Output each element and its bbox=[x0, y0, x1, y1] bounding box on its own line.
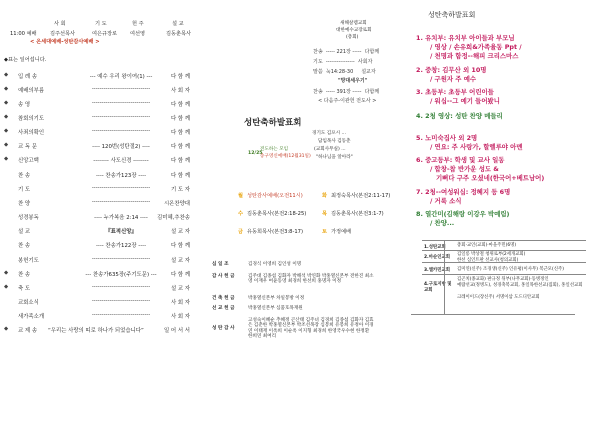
row-leader: 설 교 자 bbox=[170, 258, 190, 264]
worship-order-panel bbox=[0, 0, 200, 424]
row-leader: 다 함 께 bbox=[170, 116, 190, 122]
worship-row bbox=[4, 298, 194, 306]
hymn-row: 말씀 눅14:28-30 설교자 bbox=[313, 69, 376, 75]
row-name: 찬 양 bbox=[18, 201, 31, 207]
row-name: 참회의기도 bbox=[18, 116, 45, 122]
row-content: ------------------------------ bbox=[91, 312, 151, 318]
row-leader: 설 교 자 bbox=[170, 286, 190, 292]
schedule-row: 1.성탄교회 총회·교인(교회)·마을주민(6명) bbox=[422, 240, 586, 251]
worship-row bbox=[4, 171, 194, 179]
row-leader: 다 함 께 bbox=[170, 74, 190, 80]
row-leader: 다 함 께 bbox=[170, 243, 190, 249]
row-leader: 기 도 자 bbox=[170, 187, 190, 193]
stand-mark: ◆ bbox=[4, 128, 9, 134]
row-content: ---- 누가복음 2:14 ---- bbox=[94, 215, 148, 221]
row-content: --- 예수 우리 왕이여(1) --- bbox=[89, 74, 153, 80]
row-leader: 다 함 께 bbox=[170, 272, 190, 278]
service-row: 수 김동춘목사(본전2:18-25) 목 김동춘목사(본전3:1-7) bbox=[238, 211, 384, 217]
row-leader: 다 함 께 bbox=[170, 102, 190, 108]
hymn-row: 찬송 ----- 391장 ----- 다함께 bbox=[313, 89, 380, 95]
notice-number: 12/25 bbox=[248, 151, 263, 156]
name-leader: 김주선목사 bbox=[50, 31, 76, 37]
worship-row bbox=[4, 256, 194, 264]
worship-row bbox=[4, 86, 194, 94]
row-name: 설 교 bbox=[18, 229, 31, 235]
worship-row bbox=[4, 199, 194, 207]
row-content: ------------------------------ bbox=[91, 284, 151, 290]
worship-row bbox=[4, 128, 194, 136]
address-line: "하나님을 알아라" bbox=[316, 155, 353, 160]
row-name: 찬 송 bbox=[18, 243, 31, 249]
worship-row bbox=[4, 284, 194, 292]
row-content: ---- 120번(성탄절2) ---- bbox=[92, 144, 150, 150]
row-name: 송 영 bbox=[18, 102, 31, 108]
row-content: ------------------------------ bbox=[91, 256, 151, 262]
day-icon: 수 bbox=[238, 211, 244, 217]
schedule-row: 3.엘카민교회 김미연(신주) 조경생(신주) 인유평(이사무) 복근모(신주) bbox=[422, 262, 586, 275]
worship-time: 11:00 예배 bbox=[10, 31, 37, 37]
schedule-table bbox=[411, 240, 583, 315]
standing-note: ◆표는 일어섭니다. bbox=[4, 57, 47, 63]
row-name: 사죄의확인 bbox=[18, 130, 45, 136]
row-leader: 다 함 께 bbox=[170, 158, 190, 164]
next-week-note: < 다음주-이관헌 전도사 > bbox=[318, 98, 377, 104]
row-leader: 다 함 께 bbox=[170, 144, 190, 150]
row-leader: 사 회 자 bbox=[170, 88, 190, 94]
table-divider bbox=[444, 240, 445, 314]
program-item: 6. 중고등부: 학생 및 교사 일동 / 합창-참 반가운 성도 & 기뻐다 구주 오셨네(한국어+베트남어) bbox=[416, 156, 545, 182]
church-line: 대한예수교장로회 bbox=[336, 28, 372, 33]
stand-mark: ◆ bbox=[4, 100, 9, 106]
service-row: 금 유동희목사(본전3:8-17) 토 가정예배 bbox=[238, 229, 352, 235]
hymn-row: 기도 ---------------- 사회자 bbox=[313, 59, 373, 65]
schedule-row: 2.마순인교회 김일롱 박상철 청위로부(2세개교회) 한선 심인트판 선교사(청의교회) bbox=[422, 250, 586, 263]
stand-mark: ◆ bbox=[4, 72, 9, 78]
row-content: “우리는 사랑의 띠로 하나가 되었습니다” bbox=[48, 328, 144, 334]
church-line: (총회) bbox=[346, 35, 359, 40]
row-name: 입 례 송 bbox=[18, 74, 38, 80]
row-content: ------------------------------ bbox=[91, 199, 151, 205]
row-content: ------------------------------ bbox=[91, 100, 151, 106]
row-name: 찬 송 bbox=[18, 173, 31, 179]
stand-mark: ◆ bbox=[4, 156, 9, 162]
day-icon: 월 bbox=[238, 193, 244, 199]
row-name: 신앙고백 bbox=[18, 158, 39, 164]
day-icon: 금 bbox=[238, 229, 244, 235]
worship-row bbox=[4, 241, 194, 249]
role-sermon: 설 교 bbox=[172, 21, 184, 27]
row-name: 새가족소개 bbox=[18, 314, 45, 320]
row-name: 성경봉독 bbox=[18, 215, 39, 221]
name-offering: 여선영 bbox=[130, 31, 146, 37]
row-leader: 사 회 자 bbox=[170, 314, 190, 320]
program-item: 7. 2청--여성워십: 정혜지 등 6명 / 거룩 소식 bbox=[416, 188, 511, 205]
row-name: 교 제 송 bbox=[18, 328, 38, 334]
middle-title: 성탄축하발표회 bbox=[244, 118, 302, 128]
program-item: 8. 열간미(김해랑 이강우 박예림) / 찬양... bbox=[416, 210, 510, 227]
row-content: -------- 사도신경 -------- bbox=[93, 158, 149, 164]
row-leader: 김미혜,추찬송 bbox=[157, 215, 190, 221]
address-line: (교회사무실) ... bbox=[314, 147, 346, 152]
row-content: ------------------------------ bbox=[91, 128, 151, 134]
sermon-title: 『표적신앙』 bbox=[105, 229, 137, 235]
worship-row bbox=[4, 326, 194, 334]
middle-panel: 새해살렘교회 대한예수교장로회 (총회) 찬송 ----- 221장 ----- 다함께 기도 ---------------- 사회자 말씀 눅14:28-30 설교자 "망대세우기" 찬송 ----- 391장 ----- 다함께 < 다음주-이관헌 전도사 > 성탄축하발표회 12/25 전도하는 모임 송구영신예배(12월31일) 경기도 김포시 ... 담임목사 김동춘 (교회사무실) ... "하나님을 알아라" 월 성탄감사예배(오전11시) 화 최정숙목사(본전2:11-17) 수 김동춘목사(본전2:18-25) 목 김동춘목사(본전3:1-7) 금 유동희목사(본전3:8-17) 토 가정예배 십 일 조 김경식 이영희 김인성 이명 감 사 헌 금 김주대 김종섭 김화자 박해석 박연화 박홍열신본부 전한진 최소영 이재우 여윤동영 최경희 한선희 홍명자 이정 건 축 헌 금 박홍열신본부 차일봉방 이정 선 교 헌 금 박홍열신본부 심품호목재원 성 탄 감 사 고성숙이혜순 추혜정 곤산태 김주녀 김경희 김종섭 김화자 김효은 김춘한 박홍열신본부 박조선목장 심봉희 유봉희 유정아 이경연 이태재 이옥희 이순옥 이지형 최경희 한영국우수현 한정환 한희연 최여리 bbox=[212, 21, 391, 340]
row-name: 봉헌기도 bbox=[18, 258, 39, 264]
row-leader: 다 함 께 bbox=[170, 173, 190, 179]
name-prayer: 여은규장로 bbox=[92, 31, 118, 37]
worship-row bbox=[4, 270, 194, 278]
worship-row bbox=[4, 213, 194, 221]
sermon-topic: "망대세우기" bbox=[338, 78, 368, 84]
schedule-row: 4.구로지방 및 교회 김곤치(종교화) 판규정 뒤부(나무교회)·동병정인 예람선교(정병도), 성경축복교회, 홍일목한선교(집회), 홍일선교회 크레이이드(장신주) 서명이삼 도드디안교회 bbox=[422, 274, 586, 315]
stand-mark: ◆ bbox=[4, 326, 9, 332]
stand-mark: ◆ bbox=[4, 86, 9, 92]
program-item: 3. 초등부: 초등부 어린이들 / 워십--그 예기 들어봤니 bbox=[416, 88, 500, 105]
row-content: ---- 찬송가122장 ---- bbox=[95, 243, 147, 249]
service-row: 월 성탄감사예배(오전11시) 화 최정숙목사(본전2:11-17) bbox=[238, 193, 391, 199]
row-content: ------------------------------ bbox=[91, 185, 151, 191]
program-item: 1. 유치부: 유치부 아이들과 부모님 / 영상 / 손유희&가족율동 Ppt / / 천명과 함정--해피 크리스마스 bbox=[416, 34, 522, 60]
worship-row bbox=[4, 114, 194, 122]
role-prayer: 기 도 bbox=[95, 21, 107, 27]
worship-row bbox=[4, 142, 194, 150]
row-leader: 일 어 서 서 bbox=[164, 328, 190, 334]
church-line: 새해살렘교회 bbox=[340, 21, 367, 26]
row-name: 축 도 bbox=[18, 286, 31, 292]
program-item: 5. 노미숙집사 외 2명 / 연요: 주 사랑가, 할렐루야 아멘 bbox=[416, 134, 523, 151]
program-panel bbox=[400, 0, 600, 424]
worship-row bbox=[4, 72, 194, 80]
address-line: 담임목사 김동춘 bbox=[318, 139, 351, 144]
notice-red: 송구영신예배(12월31일) bbox=[260, 154, 311, 159]
row-name: 예배의부름 bbox=[18, 88, 45, 94]
row-leader: 시온찬양대 bbox=[163, 201, 190, 207]
row-content: ------------------------------ bbox=[91, 298, 151, 304]
day-icon: 목 bbox=[322, 211, 328, 217]
stand-mark: ◆ bbox=[4, 114, 9, 120]
worship-row bbox=[4, 156, 194, 164]
worship-row bbox=[4, 312, 194, 320]
row-leader: 사 회 자 bbox=[170, 300, 190, 306]
stand-mark: ◆ bbox=[4, 284, 9, 290]
row-leader: 설 교 자 bbox=[170, 229, 190, 235]
row-content: ---- 찬송가123장 ---- bbox=[95, 173, 147, 179]
worship-row bbox=[4, 100, 194, 108]
row-leader: 다 함 께 bbox=[170, 130, 190, 136]
name-sermon: 김동춘목사 bbox=[166, 31, 192, 37]
program-item: 2. 중창: 김무산 외 10명 / 구원자 주 예수 bbox=[416, 66, 487, 83]
row-name: 교 독 문 bbox=[18, 144, 38, 150]
program-item: 4. 2청 영상: 성탄 찬양 메들리 bbox=[416, 112, 503, 120]
address-line: 경기도 김포시 ... bbox=[312, 131, 346, 136]
hymn-row: 찬송 ----- 221장 ----- 다함께 bbox=[313, 49, 380, 55]
role-leader: 사 회 bbox=[54, 21, 66, 27]
worship-row bbox=[4, 185, 194, 193]
row-content: ------------------------------ bbox=[91, 114, 151, 120]
day-icon: 화 bbox=[322, 193, 328, 199]
program-title: 성탄축하발표회 bbox=[428, 11, 476, 19]
stand-mark: ◆ bbox=[4, 142, 9, 148]
notice-green: 전도하는 모임 bbox=[260, 147, 289, 152]
row-content: ------------------------------ bbox=[91, 86, 151, 92]
role-offering: 헌 주 bbox=[132, 21, 144, 27]
worship-row bbox=[4, 227, 194, 235]
stand-mark: ◆ bbox=[4, 270, 9, 276]
row-name: 기 도 bbox=[18, 187, 31, 193]
row-name: 교회소식 bbox=[18, 300, 39, 306]
row-name: 찬 송 bbox=[18, 272, 31, 278]
row-content: --- 찬송가635장(주기도문) --- bbox=[85, 272, 157, 278]
worship-theme: < 온세대예배-성탄감사예배 > bbox=[30, 39, 100, 45]
day-icon: 토 bbox=[322, 229, 328, 235]
